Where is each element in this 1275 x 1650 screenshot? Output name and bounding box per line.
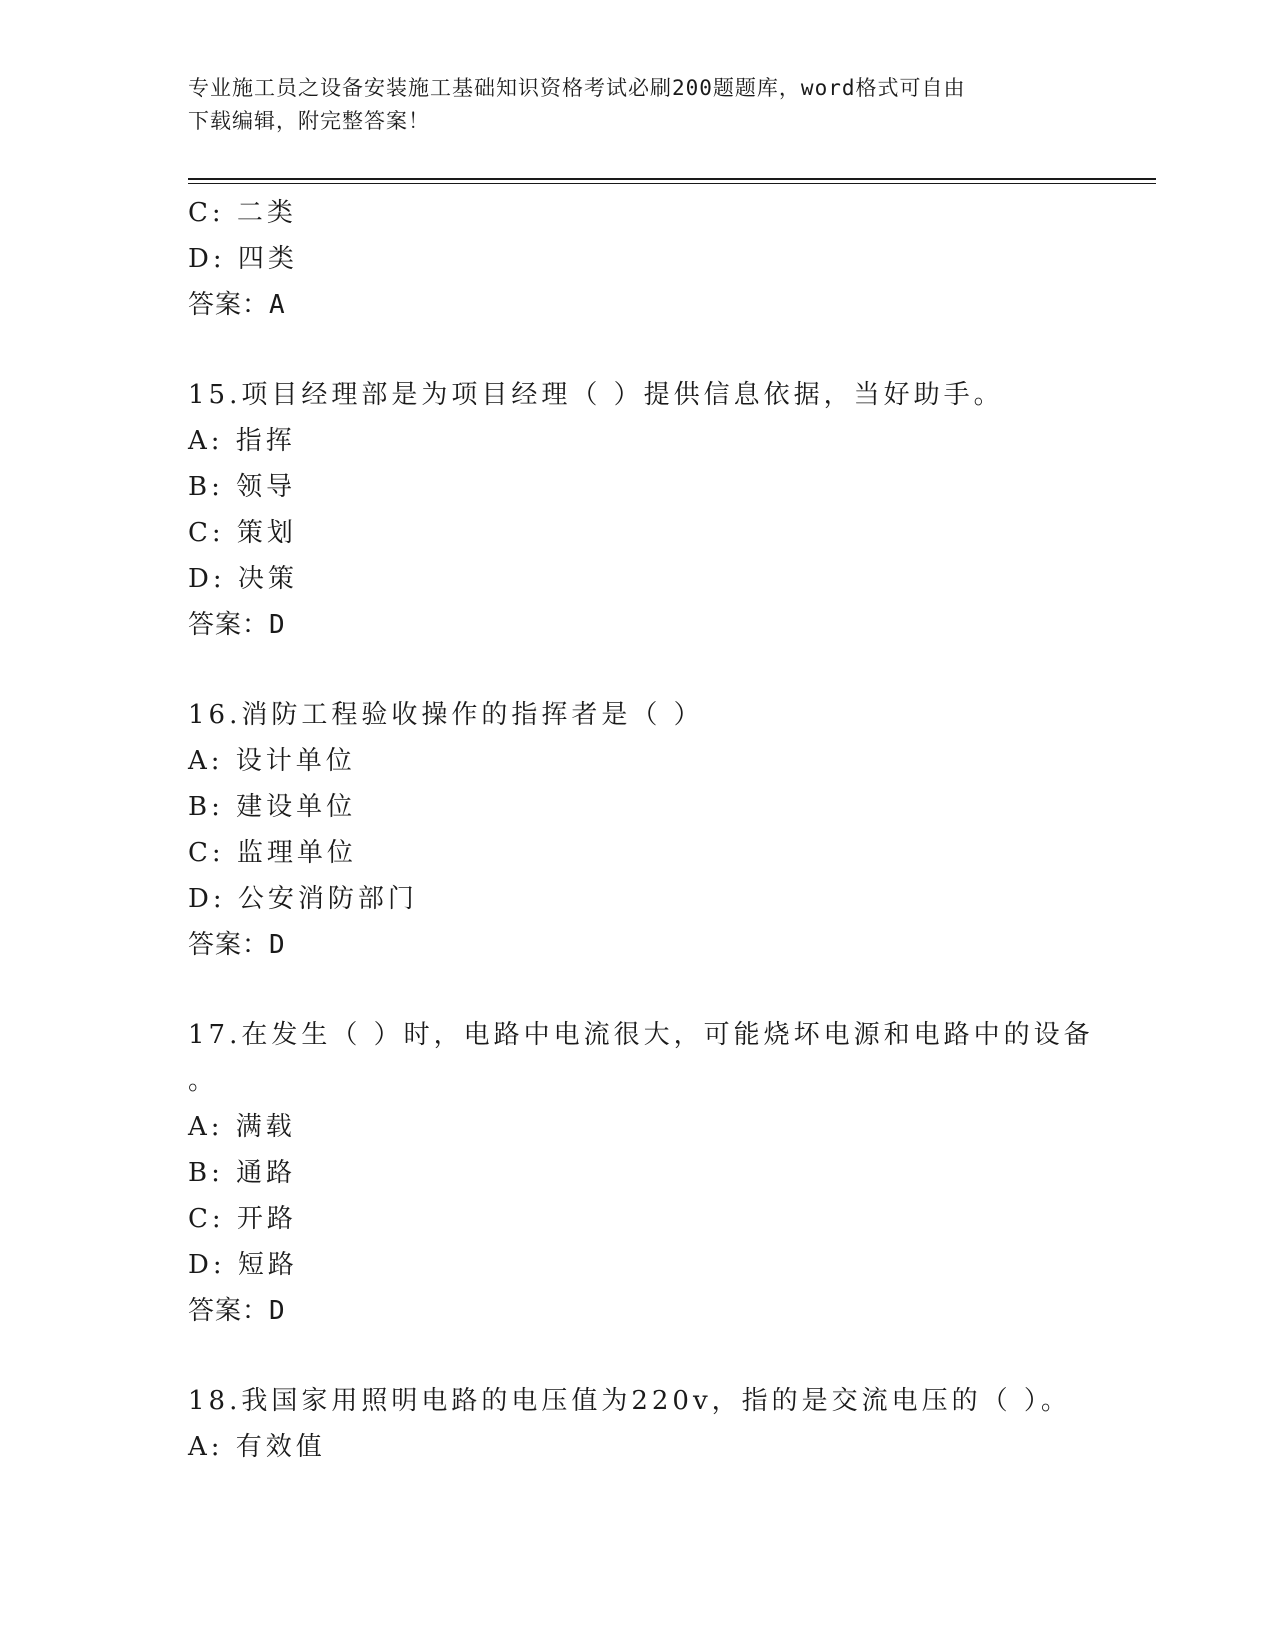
answer-line [188,1288,1088,1334]
option-a: A: 指挥 [188,426,296,456]
answer-value: D [269,1296,286,1326]
option-b: B: 领导 [188,472,297,502]
answer-label: 答案： [188,1296,270,1326]
header-title-line-1: 专业施工员之设备安装施工基础知识资格考试必刷200题题库，word格式可自由 [188,76,966,100]
header-title-line-2: 下载编辑，附完整答案！ [188,109,430,133]
answer-line [188,282,1088,328]
question-stem: 15.项目经理部是为项目经理（ ）提供信息依据，当好助手。 [188,380,1004,410]
question-16 [188,692,1088,968]
option-d: D: 短路 [188,1250,298,1280]
question-18 [188,1378,1088,1470]
question-15 [188,372,1088,648]
answer-label: 答案： [188,930,270,960]
question-17 [188,1012,1094,1334]
answer-line [188,602,1088,648]
document-header [188,72,1088,138]
answer-label: 答案： [188,290,270,320]
header-divider-thick [188,178,1156,180]
option-c: C: 开路 [188,1204,297,1234]
question-stem-continuation: 。 [188,1066,219,1096]
question-stem: 17.在发生（ ）时，电路中电流很大，可能烧坏电源和电路中的设备 [188,1020,1094,1050]
option-a: A: 满载 [188,1112,296,1142]
spacer [188,648,1088,692]
option-b: B: 建设单位 [188,792,357,822]
answer-value: D [269,930,286,960]
option-d: D: 四类 [188,244,298,274]
answer-line [188,922,1088,968]
question-list [188,190,1094,1470]
option-a: A: 设计单位 [188,746,356,776]
question-stem: 18.我国家用照明电路的电压值为220v，指的是交流电压的（ ）。 [188,1386,1071,1416]
answer-value: D [269,610,286,640]
answer-value: A [269,290,286,320]
question-stem: 16.消防工程验收操作的指挥者是（ ） [188,700,704,730]
spacer [188,1334,1088,1378]
spacer [188,968,1088,1012]
option-d: D: 决策 [188,564,298,594]
option-c: C: 二类 [188,198,297,228]
question-14-continuation [188,190,1088,328]
option-a: A: 有效值 [188,1432,326,1462]
header-divider-thin [188,183,1156,184]
option-c: C: 监理单位 [188,838,357,868]
spacer [188,328,1088,372]
option-c: C: 策划 [188,518,297,548]
option-b: B: 通路 [188,1158,297,1188]
answer-label: 答案： [188,610,270,640]
option-d: D: 公安消防部门 [188,884,418,914]
